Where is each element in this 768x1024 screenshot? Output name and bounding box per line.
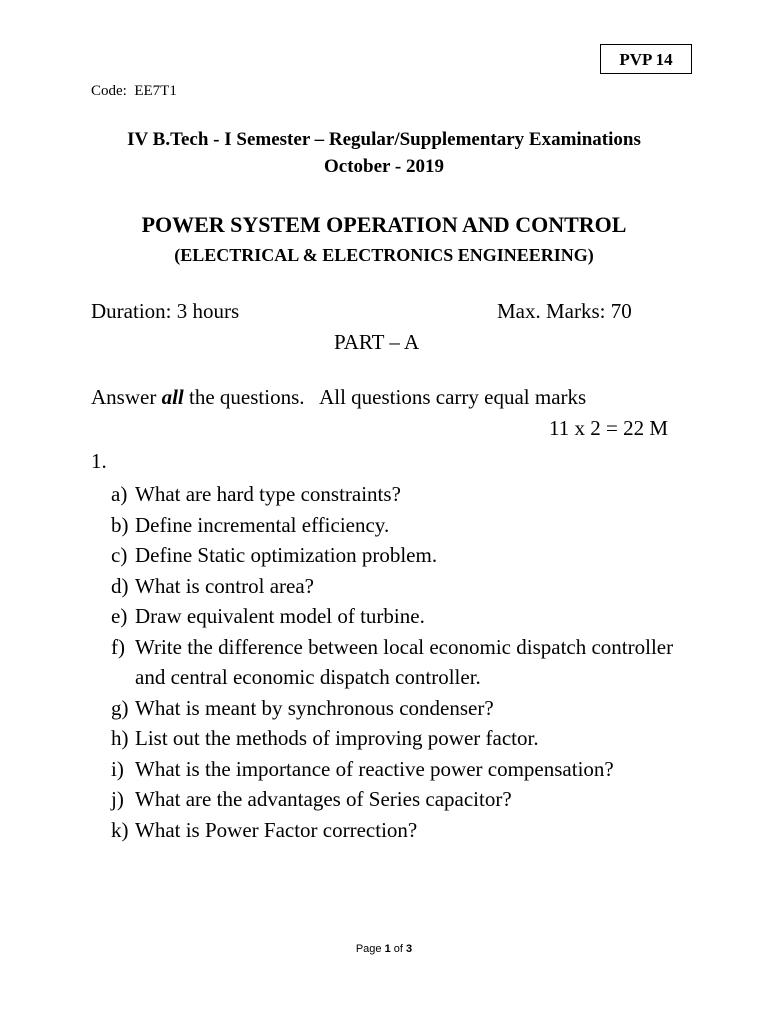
question-text: What are hard type constraints? (135, 482, 401, 506)
instruction-prefix: Answer (91, 385, 162, 409)
question-label: f) (111, 634, 125, 659)
instruction-emphasis: all (161, 385, 184, 409)
page-current: 1 (384, 943, 391, 955)
branch-title: (ELECTRICAL & ELECTRONICS ENGINEERING) (174, 245, 594, 265)
question-text: Draw equivalent model of turbine. (135, 604, 425, 628)
instruction-suffix: the questions. All questions carry equal marks (183, 385, 587, 409)
question-text: Define incremental efficiency. (135, 512, 390, 537)
question-item (111, 784, 691, 815)
question-item (111, 479, 691, 510)
instruction-line (91, 385, 586, 410)
of-label: of (393, 943, 403, 955)
marks-scheme: 11 x 2 = 22 M (549, 416, 668, 440)
question-item (111, 815, 691, 846)
question-label: k) (111, 817, 129, 842)
question-text: What is the importance of reactive power compensation? (135, 756, 614, 781)
question-label: c) (111, 543, 128, 567)
question-item (111, 540, 691, 571)
question-number: 1. (91, 449, 107, 473)
question-label: i) (111, 756, 124, 781)
question-label: g) (111, 695, 129, 720)
question-item (111, 754, 691, 785)
part-heading: PART – A (334, 330, 420, 354)
question-label: d) (111, 573, 129, 598)
question-item (111, 571, 691, 602)
exam-title: IV B.Tech - I Semester – Regular/Supplementary Examinations (127, 129, 641, 150)
question-text: Write the difference between local economic dispatch controller and central economic dispatch controller. (135, 634, 674, 689)
question-label: e) (111, 604, 128, 628)
exam-session: October - 2019 (324, 156, 444, 177)
question-label: a) (111, 482, 128, 506)
question-text: What is control area? (135, 573, 314, 598)
code-value: EE7T1 (134, 83, 177, 99)
question-item (111, 723, 691, 754)
question-item (111, 693, 691, 724)
max-marks: Max. Marks: 70 (497, 299, 632, 323)
code-label: Code: (91, 83, 127, 99)
question-label: b) (111, 512, 129, 537)
question-item (111, 510, 691, 541)
question-text: List out the methods of improving power factor. (135, 726, 539, 750)
question-label: j) (111, 787, 124, 811)
question-item (111, 601, 691, 632)
question-text: What are the advantages of Series capacitor? (135, 787, 512, 811)
page-total: 3 (406, 943, 413, 955)
subject-title: POWER SYSTEM OPERATION AND CONTROL (141, 212, 627, 237)
subject-code (91, 83, 177, 100)
page-label: Page (355, 943, 382, 955)
question-label: h) (111, 726, 129, 750)
question-text: What is meant by synchronous condenser? (135, 695, 494, 720)
duration: Duration: 3 hours (91, 299, 240, 323)
paper-code-box: PVP 14 (600, 44, 692, 74)
question-item (111, 632, 691, 693)
page-footer (0, 943, 768, 955)
question-text: What is Power Factor correction? (135, 817, 418, 842)
question-list (111, 479, 691, 845)
question-text: Define Static optimization problem. (135, 543, 438, 567)
